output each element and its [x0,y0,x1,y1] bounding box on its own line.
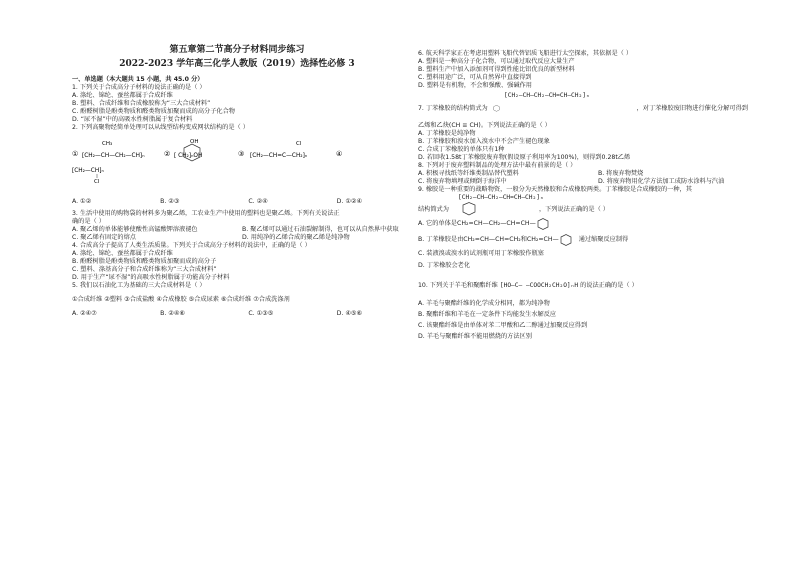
q2-f2: [ CH₂]ₙOH [174,153,203,159]
q2-f2-top: OH [190,139,199,145]
q2-f1-top: CH₃ [102,141,113,147]
q4-option-c: C. 塑料、涤基高分子和合成纤维称为“三大合成材料” [72,266,217,273]
q6-option-c: C. 塑料用途广泛，可从自然界中直接得到 [418,74,532,81]
q1-option-d: D. “尿不湿”中的高吸水性树脂属于复合材料 [72,116,193,123]
q4-option-a: A. 涤纶、锦纶、蚕丝都属于合成纤维 [72,250,173,257]
q9-stem-cont: 结构简式为 [418,206,449,213]
q3-option-c: C. 聚乙烯有固定的熔点 [72,234,136,241]
question-3 [72,210,399,242]
q1-option-b: B. 塑料、合成纤维和合成橡胶称为“三大合成材料” [72,100,211,107]
q2-f4: [CH₂—CH]ₙ [72,168,104,174]
page-subtitle: 2022-2023 学年高三化学人教版（2019）选择性必修 3 [119,59,355,69]
q10-option-d: D. 羊毛与聚酯纤维不能用燃烧的方法区别 [418,333,532,340]
q9-option-b-tail: 通过缩聚反应制得 [578,236,629,243]
q6-stem: 6. 航天科学家正在考虑用塑料飞船代替铝质飞船进行太空探索，其依据是（ ） [418,50,633,57]
q3-option-a: A. 聚乙烯的单体能够使酸性高锰酸钾溶液褪色 [72,226,198,233]
q5-option-b: B. ②④⑥ [160,310,185,317]
q2-label-2: ② [164,150,171,158]
q2-label-1: ① [72,150,79,158]
q2-label-3: ③ [238,150,245,158]
benzene-ring-icon [449,202,479,218]
q3-stem: 3. 生活中使用的购物袋的材料多为聚乙烯，工农业生产中使用的塑料也是聚乙烯。下列有关说法正 [72,210,340,217]
right-column [418,50,748,341]
q7-formula: [CH₂—CH—CH₂—CH=CH—CH₂]ₙ [504,92,590,99]
q7-option-c: C. 合成丁苯橡胶的单体只有1种 [418,146,505,153]
q10-option-b: B. 聚酯纤维和羊毛在一定条件下均能发生水解反应 [418,311,557,318]
q2-options [72,198,362,206]
q9-formula: [CH₂—CH—CH₂—CH=CH—CH₂]ₙ [458,194,544,201]
q1-option-a: A. 涤纶、锦纶、蚕丝都属于合成纤维 [72,92,173,99]
q3-option-b: B. 聚乙烯可以通过石油裂解制得，也可以从自然界中获取 [242,226,399,233]
q8-stem: 8. 下列对于废弃塑料制品的处理方法中最有前景的是（ ） [418,162,577,169]
question-1 [72,84,392,124]
q2-option-a: A. ①② [72,198,92,205]
q2-option-d: D. ①②④ [336,198,362,205]
q5-option-d: D. ④⑤⑥ [336,310,362,317]
question-2 [72,124,392,206]
q6-option-a: A. 塑料是一种高分子化合物，可以通过取代反应大量生产 [418,58,575,65]
question-10 [418,276,748,341]
q2-option-c: C. ②④ [248,198,268,205]
q4-stem: 4. 合成高分子提高了人类生活质量。下列关于合成高分子材料的说法中，正确的是（ ） [72,242,311,249]
q9-option-b: B. 丁苯橡胶是由CH₂=CH—CH=CH₂和CH₂=CH— [418,236,559,243]
q2-f3: [CH₂—CH=C—CH₂]ₙ [250,153,308,159]
q7-option-b: B. 丁苯橡胶和溴水加入溴水中不会产生褪色现象 [418,138,550,145]
q7-stem: 7. 丁苯橡胶的结构简式为 [418,105,488,112]
q7-stem-cont: 乙烯和乙炔(CH ≡ CH)。下列说法正确的是（ ） [418,122,551,129]
q10-option-c: C. 该聚酯纤维是由单体对苯二甲酸和乙二醇通过加聚反应得到 [418,322,588,329]
benzene-ring-icon [488,100,507,118]
q2-structures [72,132,392,184]
q8-option-d: D. 将废弃物用化学方法加工成防水涂料与汽油 [598,178,725,185]
q4-option-d: D. 用于生产“尿不湿”的高吸水性树脂属于功能高分子材料 [72,274,230,281]
q8-option-a: A. 积极寻找纸等纤维类制品替代塑料 [418,170,519,177]
q5-stem: 5. 我们以石油化工为基础的三大合成材料是（ ） [72,282,206,289]
q1-option-c: C. 酚醛树脂是酚类物质和醛类物质加聚而成的高分子化合物 [72,108,235,115]
q6-option-d: D. 塑料是有机物，不会和强酸、强碱作用 [418,82,532,89]
q6-option-b: B. 塑料生产中加入添加剂可得到性能比铝优良的新型材料 [418,66,575,73]
q9-option-a: A. 它的单体是CH₂=CH—CH₂—CH=CH— [418,220,536,227]
q2-f4-bot: Cl [94,179,100,184]
q7-stem-tail: ，对丁苯橡胶废旧物进行催化分解可得到 [636,105,748,112]
q2-f3-top: Cl [296,141,302,147]
q2-stem: 2. 下列高聚物经简单处理可以从线型结构变成网状结构的是（ ） [72,124,249,131]
question-4 [72,242,392,282]
q5-items: ①合成纤维 ②塑料 ③合成盐酸 ④合成橡胶 ⑤合成尿素 ⑥合成纤维 ⑦合成洗涤剂 [72,296,290,303]
q3-stem-cont: 确的是（ ） [72,218,105,225]
q2-option-b: B. ②③ [160,198,180,205]
q10-stem: 10. 下列关于羊毛和聚酯纤维 [418,282,498,289]
question-6 [418,50,748,90]
q9-option-c: C. 装液溴或溴水的试剂瓶可用丁苯橡胶作瓶塞 [418,250,544,257]
question-7 [418,92,748,162]
q9-stem-tail: ，下列说法正确的是（ ） [538,206,609,213]
q7-option-d: D. 若回收1.58t丁苯橡胶废弃物(假设原子利用率为100%)，则得到0.28t乙烯 [418,154,631,161]
left-column [72,44,399,318]
q3-option-d: D. 用纯净的乙烯合成的聚乙烯是纯净物 [242,234,350,241]
question-8 [418,162,748,186]
question-5 [72,282,392,318]
q2-f1: [CH₂—CH—CH₂—CH]ₙ [82,153,145,159]
q7-option-a: A. 丁苯橡胶是纯净物 [418,130,476,137]
question-9 [418,186,748,270]
benzene-ring-icon [559,234,575,246]
q10-formula: [HO—C— —COOCH₂CH₂O]ₙH [499,282,579,289]
page-title: 第五章第二节高分子材料同步练习 [169,45,305,55]
q8-option-c: C. 将废弃物填埋或倾倒于海洋中 [418,178,507,185]
q10-stem-tail: 的说法正确的是（ ） [580,282,638,289]
q10-option-a: A. 羊毛与聚酯纤维的化学成分相同，都为纯净物 [418,300,550,307]
section-heading: 一、单选题（本大题共 15 小题，共 45.0 分） [72,76,204,83]
q1-stem: 1. 下列关于合成高分子材料的说法正确的是（ ） [72,84,206,91]
q8-option-b: B. 将废弃物焚烧 [598,170,644,177]
benzene-ring-icon [536,218,552,230]
q9-stem: 9. 橡胶是一种重要的战略物资，一般分为天然橡胶和合成橡胶两类。丁苯橡胶是合成橡胶的一种，其 [418,186,692,193]
q4-option-b: B. 酚醛树脂是酚类物质和醛类物质加聚而成的高分子 [72,258,217,265]
q5-option-c: C. ①③⑤ [248,310,274,317]
q2-label-4: ④ [336,150,343,158]
q5-option-a: A. ②④⑦ [72,310,97,317]
q9-option-d: D. 丁苯橡胶会老化 [418,262,471,269]
